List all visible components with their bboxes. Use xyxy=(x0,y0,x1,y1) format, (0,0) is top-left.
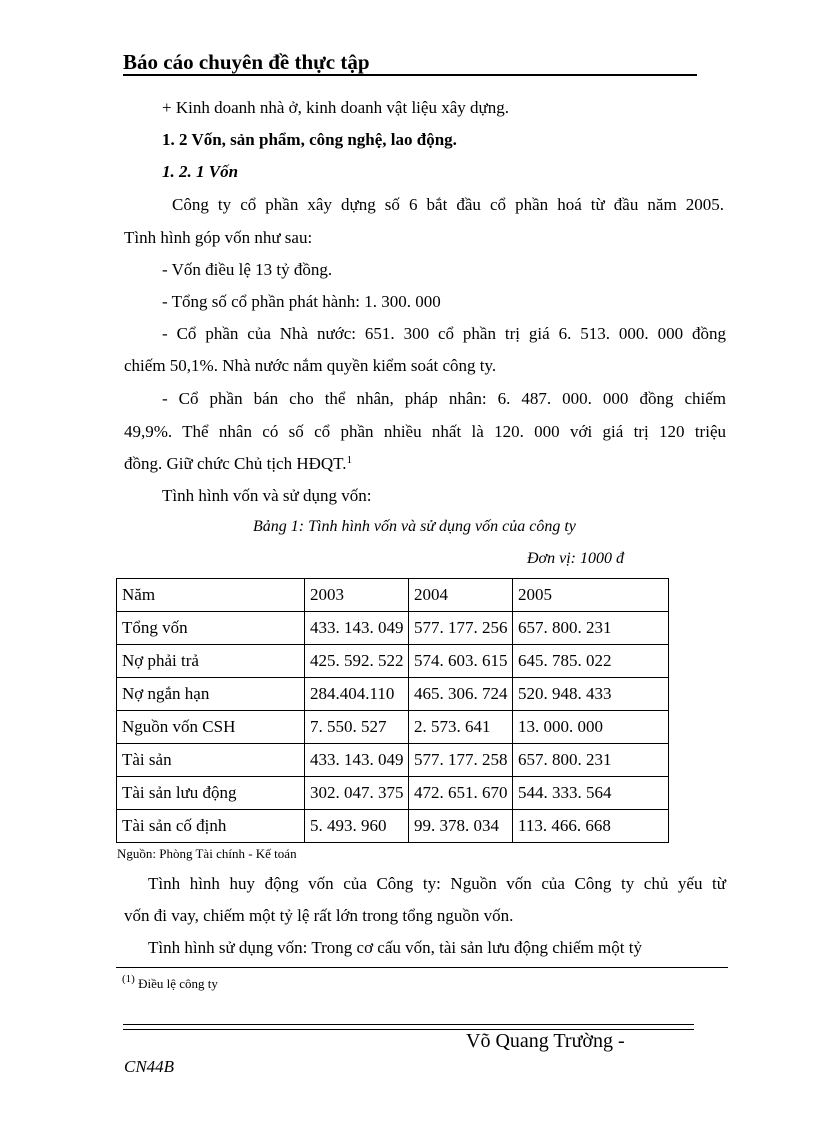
item-sold-shares-line-1: - Cổ phần bán cho thể nhân, pháp nhân: 6. 487. 000. 000 đồng chiếm xyxy=(162,389,726,408)
capital-intro: Tình hình vốn và sử dụng vốn: xyxy=(162,486,372,505)
item-state-shares-line-2: chiếm 50,1%. Nhà nước nắm quyền kiểm soát công ty. xyxy=(124,356,497,375)
table-row xyxy=(117,645,669,678)
footnote-separator xyxy=(116,967,728,968)
table-row xyxy=(117,777,669,810)
item-sold-shares-line-3 xyxy=(124,454,352,474)
cell-2003: 7. 550. 527 xyxy=(305,711,409,744)
cell-2005: 657. 800. 231 xyxy=(513,744,669,777)
row-label: Nợ ngắn hạn xyxy=(117,678,305,711)
footer-class-code: CN44B xyxy=(124,1057,175,1076)
item-sold-shares-line-2: 49,9%. Thể nhân có số cổ phần nhiều nhất là 120. 000 với giá trị 120 triệu xyxy=(124,422,726,441)
cell-2004: 465. 306. 724 xyxy=(409,678,513,711)
header-cell-2003: 2003 xyxy=(305,579,409,612)
cell-2003: 302. 047. 375 xyxy=(305,777,409,810)
cell-2005: 13. 000. 000 xyxy=(513,711,669,744)
row-label: Nợ phải trả xyxy=(117,645,305,678)
subsection-heading: 1. 2. 1 Vốn xyxy=(162,162,239,181)
table-caption: Bảng 1: Tình hình vốn và sử dụng vốn của công ty xyxy=(253,518,576,535)
table-row xyxy=(117,711,669,744)
table-row xyxy=(117,810,669,843)
table-row xyxy=(117,744,669,777)
footnote xyxy=(122,973,218,992)
footnote-reference: 1 xyxy=(346,454,353,466)
cell-2004: 99. 378. 034 xyxy=(409,810,513,843)
cell-2005: 520. 948. 433 xyxy=(513,678,669,711)
item-sold-shares-text: đồng. Giữ chức Chủ tịch HĐQT. xyxy=(124,454,347,473)
row-label: Tài sản lưu động xyxy=(117,777,305,810)
header-underline xyxy=(123,74,697,76)
cell-2004: 472. 651. 670 xyxy=(409,777,513,810)
para-intro-line-1: Công ty cổ phần xây dựng số 6 bắt đầu cổ phần hoá từ đầu năm 2005. xyxy=(172,195,724,214)
table-header-row xyxy=(117,579,669,612)
footer-author: Võ Quang Trường - xyxy=(466,1030,625,1052)
usage-line-1: Tình hình sử dụng vốn: Trong cơ cấu vốn, tài sản lưu động chiếm một tỷ xyxy=(148,938,642,957)
section-heading: 1. 2 Vốn, sản phẩm, công nghệ, lao động. xyxy=(162,130,457,149)
cell-2005: 645. 785. 022 xyxy=(513,645,669,678)
cell-2005: 113. 466. 668 xyxy=(513,810,669,843)
cell-2004: 2. 573. 641 xyxy=(409,711,513,744)
table-source: Nguồn: Phòng Tài chính - Kế toán xyxy=(117,846,297,861)
cell-2004: 577. 177. 258 xyxy=(409,744,513,777)
footer-rule-top xyxy=(123,1024,694,1025)
table-row xyxy=(117,612,669,645)
cell-2005: 544. 333. 564 xyxy=(513,777,669,810)
row-label: Tài sản xyxy=(117,744,305,777)
cell-2005: 657. 800. 231 xyxy=(513,612,669,645)
footnote-text: Điều lệ công ty xyxy=(138,976,218,991)
cell-2003: 433. 143. 049 xyxy=(305,612,409,645)
cell-2003: 425. 592. 522 xyxy=(305,645,409,678)
table-row xyxy=(117,678,669,711)
table-unit: Đơn vị: 1000 đ xyxy=(527,550,624,567)
row-label: Nguồn vốn CSH xyxy=(117,711,305,744)
mobilization-line-2: vốn đi vay, chiếm một tỷ lệ rất lớn trong tổng nguồn vốn. xyxy=(124,906,514,925)
header-cell-2004: 2004 xyxy=(409,579,513,612)
page-header-title: Báo cáo chuyên đề thực tập xyxy=(123,50,370,74)
cell-2004: 577. 177. 256 xyxy=(409,612,513,645)
para-intro-line-2: Tình hình góp vốn như sau: xyxy=(124,228,313,247)
bullet-business: + Kinh doanh nhà ở, kinh doanh vật liệu xây dựng. xyxy=(162,98,509,117)
item-total-shares: - Tổng số cổ phần phát hành: 1. 300. 000 xyxy=(162,292,441,311)
capital-table xyxy=(116,578,669,843)
row-label: Tổng vốn xyxy=(117,612,305,645)
header-cell-year: Năm xyxy=(117,579,305,612)
header-cell-2005: 2005 xyxy=(513,579,669,612)
row-label: Tài sản cố định xyxy=(117,810,305,843)
footnote-mark: (1) xyxy=(122,973,135,985)
cell-2003: 5. 493. 960 xyxy=(305,810,409,843)
item-state-shares-line-1: - Cổ phần của Nhà nước: 651. 300 cổ phần trị giá 6. 513. 000. 000 đồng xyxy=(162,324,726,343)
cell-2003: 433. 143. 049 xyxy=(305,744,409,777)
cell-2004: 574. 603. 615 xyxy=(409,645,513,678)
cell-2003: 284.404.110 xyxy=(305,678,409,711)
item-charter-capital: - Vốn điều lệ 13 tỷ đồng. xyxy=(162,260,333,279)
mobilization-line-1: Tình hình huy động vốn của Công ty: Nguồn vốn của Công ty chủ yếu từ xyxy=(148,874,726,893)
